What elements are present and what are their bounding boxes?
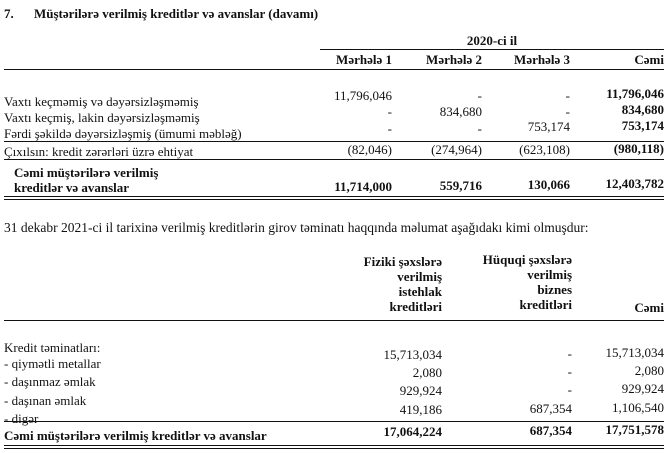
cell: - [567,382,572,397]
cell: 419,186 [399,402,442,417]
header-rule [4,320,664,321]
total-cell: 687,354 [529,423,572,438]
intro-paragraph: 31 dekabr 2021-ci il tarixinə verilmiş kreditlərin girov təminatı haqqında məlumat aşağıdakı kimi olmuşdur: [4,220,589,235]
total-label-line2: kreditlər və avanslar [14,180,130,195]
cell: 2,080 [634,363,664,378]
cell: 1,106,540 [612,400,664,415]
cell: - [567,364,572,379]
cell-total: 834,680 [621,102,664,117]
cell: 929,924 [399,383,442,398]
header-stage3: Mərhələ 3 [514,52,570,67]
header-legal-line: biznes [537,282,572,297]
header-individuals-line: kreditləri [389,299,442,314]
total-double-rule [4,196,664,200]
cell: 834,680 [439,104,482,119]
total-label-line1: Cəmi müştərilərə verilmiş [14,165,159,180]
section-title: Müştərilərə verilmiş kreditlər və avanslar (davamı) [34,6,319,21]
total-cell: 559,716 [439,178,482,193]
cell: 15,713,034 [383,347,442,362]
cell: (274,964) [431,142,482,157]
collateral-section-label: Kredit təminatları: [4,340,101,355]
year-header: 2020-ci il [466,33,518,48]
cell: - [387,121,392,136]
header-rule [4,69,664,70]
header-stage2: Mərhələ 2 [426,52,482,67]
cell-total: (980,118) [613,141,664,156]
row-rule [4,159,664,160]
cell: (82,046) [347,142,392,157]
header-legal [460,252,572,312]
cell: - [565,88,570,103]
row-label: - qiymətli metallar [4,356,101,371]
header-individuals [330,254,442,314]
cell: 15,713,034 [605,345,664,360]
cell: - [567,346,572,361]
cell: 929,924 [621,381,664,396]
header-legal-line: kreditləri [519,297,572,312]
cell-total: 11,796,046 [606,86,664,101]
row-label: Vaxtı keçmiş, lakin dəyərsizləşməmiş [4,110,200,125]
total-double-rule [4,445,664,449]
cell: 2,080 [412,365,442,380]
total-cell: 11,714,000 [334,179,392,194]
header-individuals-line: verilmiş [397,269,442,284]
row-label: Fərdi şəkildə dəyərsizləşmiş (ümumi məbləğ) [4,126,242,141]
cell-total: 753,174 [621,118,664,133]
cell: 753,174 [527,119,570,134]
total-cell: 130,066 [527,177,570,192]
cell: 687,354 [529,401,572,416]
row-label: Çıxılsın: kredit zərərləri üzrə ehtiyat [4,144,194,159]
total-cell: 17,751,578 [605,422,664,437]
row-label: - digər [4,411,39,426]
section-number: 7. [4,6,14,21]
year-underline [320,49,664,50]
header-legal-line: Hüquqi şəxslərə [482,252,572,267]
header-individuals-line: Fiziki şəxslərə [363,254,442,269]
row-label: - daşınan əmlak [4,393,87,408]
row-rule [4,421,664,422]
header-total: Cəmi [634,52,664,67]
cell: - [565,104,570,119]
row-label: - daşınmaz əmlak [4,374,96,389]
header-stage1: Mərhələ 1 [336,52,392,67]
header-legal-line: verilmiş [527,267,572,282]
cell: - [477,88,482,103]
row-label: Vaxtı keçməmiş və dəyərsizləşməmiş [4,94,199,109]
header-individuals-line: istehlak [398,284,442,299]
cell: - [387,104,392,119]
cell: (623,108) [519,142,570,157]
total-cell: 12,403,782 [605,176,664,191]
total-label: Cəmi müştərilərə verilmiş kreditlər və avanslar [4,428,267,443]
cell: - [477,121,482,136]
total-cell: 17,064,224 [383,424,442,439]
cell: 11,796,046 [333,88,392,103]
header-total: Cəmi [634,300,664,315]
